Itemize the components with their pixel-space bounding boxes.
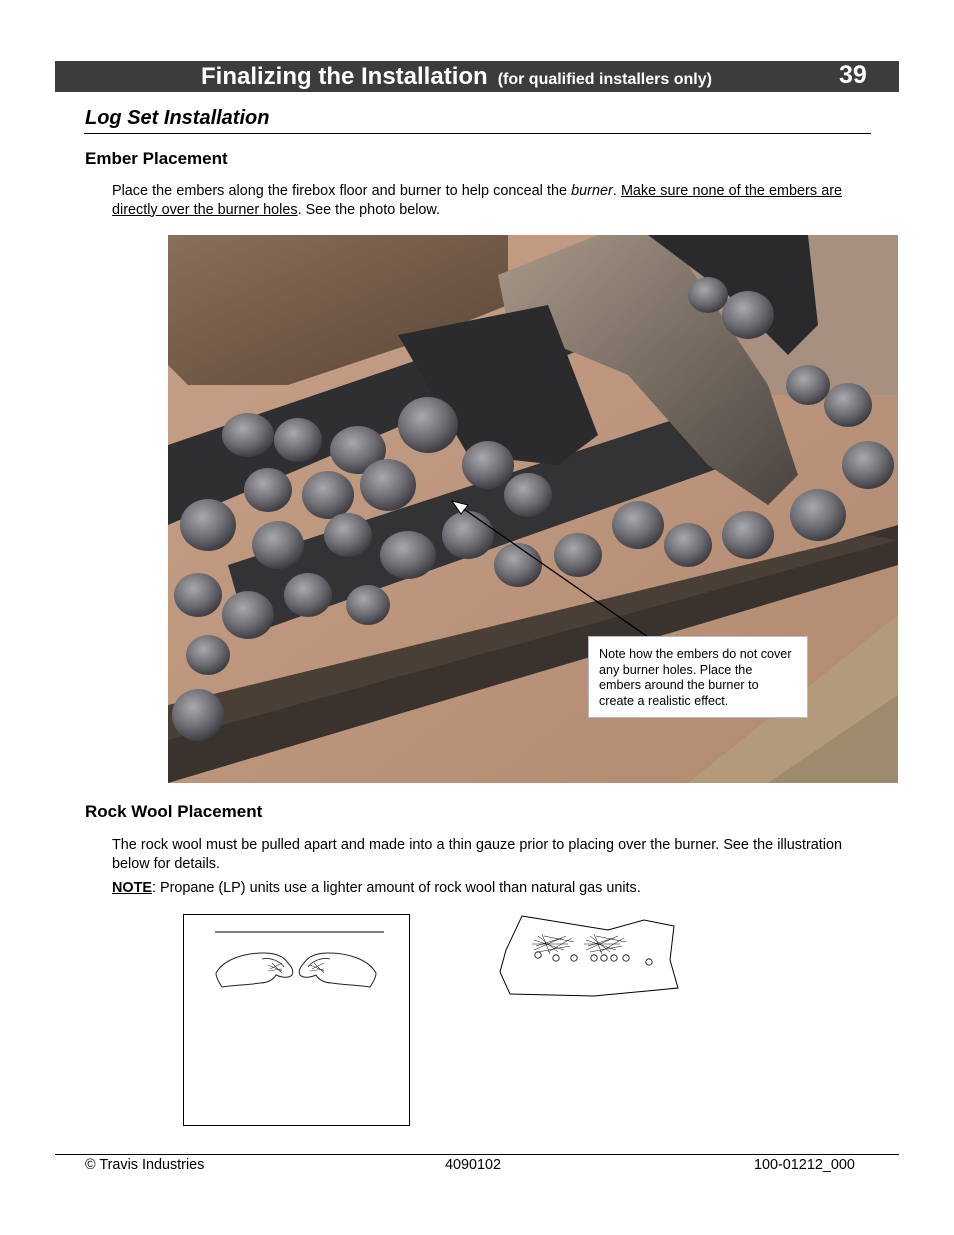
footer-doc-number: 4090102: [445, 1157, 502, 1173]
page-title: [201, 62, 712, 94]
footer-copyright: © Travis Industries: [85, 1157, 205, 1173]
burner-rock-wool-illustration: [498, 914, 682, 1000]
footer-divider: [55, 1154, 899, 1155]
page-subtitle: (for qualified installers only): [497, 71, 712, 88]
section-title: Log Set Installation: [85, 107, 270, 129]
page-title-text: Finalizing the Installation: [201, 63, 488, 90]
note-label: NOTE: [112, 880, 152, 896]
ember-warning-text: Make sure none of the embers are directly over the burner holes: [112, 183, 842, 218]
rock-wool-paragraph: The rock wool must be pulled apart and made into a thin gauze prior to placing over the burner. See the illustration below for details.: [112, 837, 842, 872]
photo-callout-note: Note how the embers do not cover any burner holes. Place the embers around the burner to create a realistic effect.: [588, 636, 808, 718]
rock-wool-hands-illustration: [183, 914, 410, 1126]
hands-drawing: [184, 915, 409, 1125]
footer-part-number: 100-01212_000: [754, 1157, 855, 1173]
header-bar: [55, 61, 899, 92]
note-text: : Propane (LP) units use a lighter amount of rock wool than natural gas units.: [151, 880, 641, 896]
ember-text-1: Place the embers along the firebox floor and burner to help conceal the: [112, 183, 572, 199]
ember-text-3: . See the photo below.: [297, 201, 440, 218]
rock-wool-note: [112, 879, 842, 898]
ember-placement-heading: Ember Placement: [85, 149, 228, 168]
ember-placement-paragraph: [112, 182, 842, 219]
ember-text-italic: burner: [571, 183, 613, 199]
burner-drawing: [498, 914, 682, 1000]
rock-wool-placement-heading: Rock Wool Placement: [85, 802, 263, 821]
page-number: 39: [839, 61, 867, 89]
section-divider: [84, 133, 871, 134]
ember-text-2: .: [612, 183, 621, 199]
